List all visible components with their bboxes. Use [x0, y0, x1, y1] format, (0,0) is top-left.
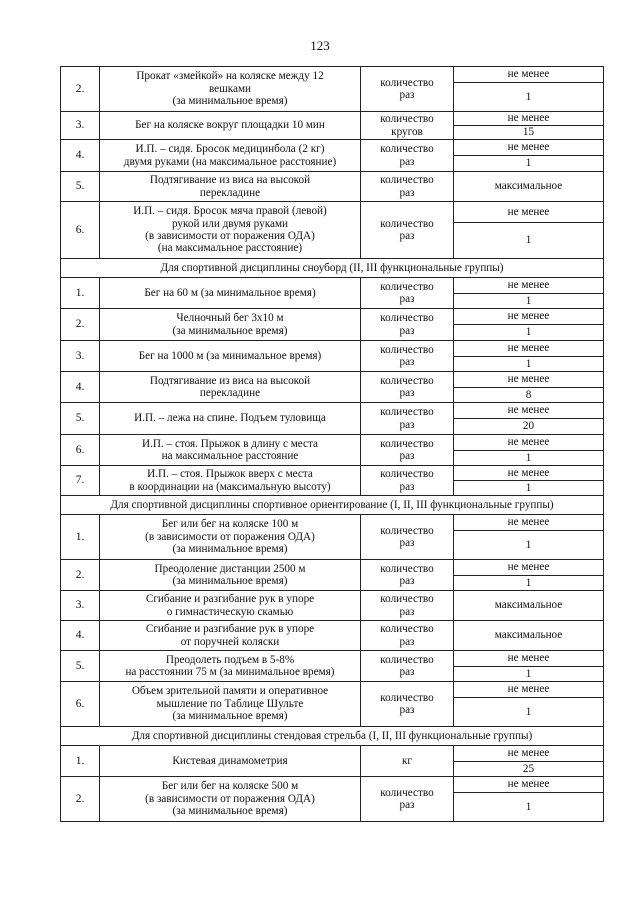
- norm-label: не менее: [454, 67, 603, 83]
- unit-line: кг: [401, 754, 413, 767]
- unit-line: раз: [399, 418, 415, 431]
- table-row: [61, 466, 604, 496]
- norm-value: 1: [525, 801, 532, 813]
- table-row: [61, 651, 604, 682]
- norm-stack: [454, 341, 603, 371]
- norm-cell: [454, 278, 604, 309]
- exercise-line: Бег или бег на коляске 100 м: [161, 518, 299, 531]
- exercise-line: на расстоянии 75 м (за минимальное время): [125, 666, 335, 678]
- exercise-line: И.П. – сидя. Бросок медицинбола (2 кг): [135, 143, 325, 156]
- exercise-cell: [100, 777, 361, 822]
- exercise-line: Преодолеть подъем в 5-8%: [165, 653, 295, 666]
- row-number: 4.: [61, 372, 100, 403]
- unit-cell: [361, 172, 454, 202]
- exercise-line: Челночный бег 3x10 м: [176, 312, 284, 325]
- table-row: [61, 591, 604, 621]
- unit-line: количество: [380, 524, 434, 537]
- table-row: [61, 372, 604, 403]
- norm-cell: [454, 682, 604, 727]
- exercise-line: от поручней коляски: [180, 635, 280, 648]
- norm-label: не менее: [454, 651, 603, 667]
- unit-line: раз: [399, 635, 415, 648]
- norm-value: 1: [525, 157, 532, 169]
- exercise-line: И.П. – стоя. Прыжок в длину с места: [142, 437, 318, 450]
- exercise-line: Прокат «змейкой» на коляске между 12: [136, 70, 324, 83]
- exercise-cell: [100, 403, 361, 435]
- norm-stack: [454, 651, 603, 681]
- norm-label: не менее: [454, 278, 603, 294]
- unit-line: количество: [380, 343, 434, 356]
- section-heading-row: [61, 496, 604, 515]
- norm-stack: [454, 372, 603, 402]
- exercise-cell: [100, 591, 361, 621]
- norm-stack: [454, 278, 603, 308]
- norm-stack: [454, 403, 603, 434]
- row-number: 6.: [61, 682, 100, 727]
- exercise-cell: [100, 202, 361, 259]
- norm-stack: [454, 777, 603, 821]
- row-number: 1.: [61, 278, 100, 309]
- unit-cell: [361, 466, 454, 496]
- unit-line: количество: [380, 593, 434, 606]
- unit-line: количество: [380, 406, 434, 419]
- unit-line: раз: [399, 666, 415, 678]
- exercise-line: Бег на 60 м (за минимальное время): [144, 286, 316, 299]
- table-row: [61, 341, 604, 372]
- norm-stack: [454, 466, 603, 495]
- norm-cell: [454, 591, 604, 621]
- table-row: [61, 140, 604, 172]
- section-heading: Для спортивной дисциплины сноуборд (II, III функциональные группы): [61, 259, 604, 278]
- norm-label: не менее: [454, 112, 603, 126]
- unit-line: количество: [380, 113, 434, 126]
- norm-stack: [454, 309, 603, 340]
- exercise-cell: [100, 67, 361, 112]
- exercise-cell: [100, 466, 361, 496]
- exercise-cell: [100, 682, 361, 727]
- unit-line: количество: [380, 280, 434, 293]
- norm-cell: [454, 140, 604, 172]
- exercise-line: Сгибание и разгибание рук в упоре: [145, 623, 315, 636]
- row-number: 6.: [61, 435, 100, 466]
- unit-cell: [361, 682, 454, 727]
- norm-cell: [454, 621, 604, 651]
- table-row: [61, 621, 604, 651]
- exercise-line: И.П. – лежа на спине. Подъем туловища: [134, 412, 326, 425]
- unit-line: раз: [399, 155, 415, 168]
- row-number: 2.: [61, 777, 100, 822]
- exercise-cell: [100, 341, 361, 372]
- norm-label: не менее: [454, 560, 603, 576]
- row-number: 2.: [61, 560, 100, 591]
- exercise-line: (за минимальное время): [172, 710, 288, 723]
- exercise-line: вешками: [208, 82, 252, 95]
- norm-value: 1: [525, 539, 532, 551]
- norm-value: максимальное: [494, 599, 563, 612]
- table-row: [61, 746, 604, 777]
- table-row: [61, 202, 604, 259]
- row-number: 3.: [61, 341, 100, 372]
- exercise-line: в координации на (максимальную высоту): [129, 480, 331, 493]
- row-number: 3.: [61, 591, 100, 621]
- unit-line: количество: [380, 312, 434, 325]
- exercise-line: Бег на 1000 м (за минимальное время): [138, 349, 322, 362]
- section-heading: Для спортивной дисциплины стендовая стрельба (I, II, III функциональные группы): [61, 727, 604, 746]
- exercise-line: И.П. – стоя. Прыжок вверх с места: [147, 468, 313, 481]
- norm-stack: [454, 112, 603, 139]
- norm-label: не менее: [454, 682, 603, 698]
- table-row: [61, 560, 604, 591]
- norm-label: не менее: [454, 140, 603, 156]
- exercise-line: Сгибание и разгибание рук в упоре: [145, 593, 315, 606]
- unit-cell: [361, 341, 454, 372]
- exercise-line: перекладине: [199, 186, 261, 199]
- unit-line: раз: [399, 324, 415, 337]
- norm-label: не менее: [454, 777, 603, 793]
- unit-cell: [361, 309, 454, 341]
- norm-cell: [454, 202, 604, 259]
- unit-line: количество: [380, 623, 434, 636]
- unit-cell: [361, 435, 454, 466]
- norm-cell: [454, 403, 604, 435]
- unit-line: раз: [399, 537, 415, 549]
- norm-stack: [454, 746, 603, 776]
- exercise-line: Подтягивание из виса на высокой: [149, 374, 311, 387]
- row-number: 1.: [61, 515, 100, 560]
- unit-cell: [361, 112, 454, 140]
- unit-line: раз: [399, 387, 415, 399]
- table-row: [61, 172, 604, 202]
- row-number: 7.: [61, 466, 100, 496]
- norm-stack: [454, 560, 603, 590]
- unit-line: раз: [399, 575, 415, 587]
- unit-line: количество: [380, 468, 434, 481]
- unit-cell: [361, 777, 454, 822]
- table-row: [61, 112, 604, 140]
- exercise-line: рукой или двумя руками: [171, 217, 289, 230]
- norm-cell: [454, 67, 604, 112]
- row-number: 2.: [61, 67, 100, 112]
- unit-line: раз: [399, 605, 415, 618]
- exercise-line: (за минимальное время): [172, 575, 288, 587]
- norm-cell: [454, 515, 604, 560]
- unit-cell: [361, 591, 454, 621]
- norm-label: не менее: [454, 309, 603, 325]
- exercise-line: о гимнастическую скамью: [166, 605, 294, 618]
- table-row: [61, 278, 604, 309]
- norm-stack: [454, 140, 603, 171]
- norm-value: 1: [525, 234, 532, 246]
- norm-value: 1: [525, 358, 532, 370]
- unit-cell: [361, 621, 454, 651]
- table-row: [61, 515, 604, 560]
- exercise-line: (в зависимости от поражения ОДА): [145, 230, 315, 242]
- norm-stack: [454, 435, 603, 465]
- exercise-line: Объем зрительной памяти и оперативное: [131, 685, 329, 698]
- unit-cell: [361, 403, 454, 435]
- row-number: 1.: [61, 746, 100, 777]
- unit-line: количество: [380, 562, 434, 575]
- norm-value: 1: [525, 326, 532, 338]
- exercise-cell: [100, 560, 361, 591]
- exercise-line: (в зависимости от поражения ОДА): [145, 792, 315, 805]
- norm-cell: [454, 560, 604, 591]
- norm-label: не менее: [454, 746, 603, 762]
- norm-cell: [454, 341, 604, 372]
- norm-value: 1: [525, 91, 532, 103]
- unit-cell: [361, 746, 454, 777]
- exercise-line: (за минимальное время): [172, 95, 288, 108]
- row-number: 3.: [61, 112, 100, 140]
- unit-line: количество: [380, 691, 434, 704]
- unit-line: раз: [399, 230, 415, 242]
- norm-value: 25: [522, 763, 535, 775]
- norm-cell: [454, 435, 604, 466]
- unit-cell: [361, 140, 454, 172]
- norm-value: 1: [525, 577, 532, 589]
- norm-value: 1: [525, 452, 532, 464]
- exercise-line: Бег на коляске вокруг площадки 10 мин: [135, 119, 325, 132]
- norm-cell: [454, 746, 604, 777]
- exercise-cell: [100, 112, 361, 140]
- unit-cell: [361, 372, 454, 403]
- row-number: 4.: [61, 621, 100, 651]
- exercise-line: Бег или бег на коляске 500 м: [161, 780, 299, 793]
- norm-label: не менее: [454, 403, 603, 419]
- table-row: [61, 777, 604, 822]
- unit-line: количество: [380, 76, 434, 89]
- row-number: 4.: [61, 140, 100, 172]
- norm-value: максимальное: [494, 180, 563, 193]
- unit-cell: [361, 515, 454, 560]
- norm-cell: [454, 112, 604, 140]
- unit-line: раз: [399, 186, 415, 199]
- table-row: [61, 403, 604, 435]
- unit-line: раз: [399, 799, 415, 811]
- exercise-line: двумя руками (на максимальное расстояние): [123, 155, 337, 168]
- unit-cell: [361, 560, 454, 591]
- section-heading-row: [61, 727, 604, 746]
- page-number: 123: [310, 38, 330, 53]
- norm-label: не менее: [454, 341, 603, 357]
- unit-cell: [361, 651, 454, 682]
- section-heading-row: [61, 259, 604, 278]
- norm-stack: [454, 682, 603, 726]
- unit-line: раз: [399, 89, 415, 101]
- norm-value: 8: [525, 389, 532, 401]
- unit-line: количество: [380, 653, 434, 666]
- unit-line: раз: [399, 293, 415, 305]
- norm-value: 20: [522, 420, 535, 432]
- table-row: [61, 682, 604, 727]
- exercise-line: (за минимальное время): [172, 805, 288, 818]
- exercise-line: (за минимальное время): [172, 324, 288, 337]
- unit-line: раз: [399, 356, 415, 368]
- row-number: 5.: [61, 172, 100, 202]
- norm-value: 1: [525, 706, 532, 718]
- row-number: 6.: [61, 202, 100, 259]
- unit-line: кругов: [391, 125, 423, 138]
- norm-label: не менее: [454, 202, 603, 223]
- exercise-line: Преодоление дистанции 2500 м: [154, 562, 306, 575]
- unit-line: количество: [380, 143, 434, 156]
- unit-line: количество: [380, 374, 434, 387]
- exercise-line: Подтягивание из виса на высокой: [149, 174, 311, 187]
- norm-cell: [454, 466, 604, 496]
- standards-table: [60, 66, 604, 822]
- exercise-line: (в зависимости от поражения ОДА): [145, 530, 315, 543]
- exercise-line: (на максимальное расстояние): [157, 242, 303, 255]
- row-number: 5.: [61, 403, 100, 435]
- norm-cell: [454, 777, 604, 822]
- exercise-cell: [100, 278, 361, 309]
- exercise-cell: [100, 172, 361, 202]
- norm-stack: [454, 515, 603, 559]
- row-number: 2.: [61, 309, 100, 341]
- unit-line: количество: [380, 217, 434, 230]
- exercise-cell: [100, 309, 361, 341]
- norm-value: 15: [522, 126, 535, 138]
- table-row: [61, 67, 604, 112]
- exercise-cell: [100, 435, 361, 466]
- exercise-line: И.П. – сидя. Бросок мяча правой (левой): [133, 205, 327, 218]
- norm-cell: [454, 309, 604, 341]
- exercise-cell: [100, 372, 361, 403]
- section-heading: Для спортивной дисциплины спортивное ориентирование (I, II, III функциональные группы): [61, 496, 604, 515]
- unit-line: количество: [380, 437, 434, 450]
- exercise-cell: [100, 621, 361, 651]
- unit-line: раз: [399, 450, 415, 462]
- norm-stack: [454, 67, 603, 111]
- unit-line: раз: [399, 480, 415, 493]
- exercise-line: на максимальное расстояние: [161, 450, 299, 462]
- table-row: [61, 309, 604, 341]
- unit-line: количество: [380, 786, 434, 799]
- unit-line: раз: [399, 704, 415, 716]
- norm-value: 1: [525, 295, 532, 307]
- norm-cell: [454, 172, 604, 202]
- norm-label: не менее: [454, 372, 603, 388]
- norm-value: 1: [525, 482, 532, 494]
- norm-label: не менее: [454, 435, 603, 451]
- norm-value: 1: [525, 668, 532, 680]
- unit-cell: [361, 278, 454, 309]
- unit-cell: [361, 202, 454, 259]
- exercise-cell: [100, 746, 361, 777]
- exercise-cell: [100, 651, 361, 682]
- exercise-line: перекладине: [199, 387, 261, 399]
- exercise-line: мышление по Таблице Шульте: [156, 697, 304, 710]
- exercise-line: (за минимальное время): [172, 543, 288, 556]
- exercise-cell: [100, 140, 361, 172]
- norm-label: не менее: [454, 515, 603, 531]
- norm-label: не менее: [454, 466, 603, 481]
- unit-cell: [361, 67, 454, 112]
- norm-cell: [454, 651, 604, 682]
- exercise-line: Кистевая динамометрия: [172, 754, 288, 767]
- row-number: 5.: [61, 651, 100, 682]
- exercise-cell: [100, 515, 361, 560]
- unit-line: количество: [380, 174, 434, 187]
- norm-cell: [454, 372, 604, 403]
- norm-value: максимальное: [494, 629, 563, 642]
- table-row: [61, 435, 604, 466]
- norm-stack: [454, 202, 603, 258]
